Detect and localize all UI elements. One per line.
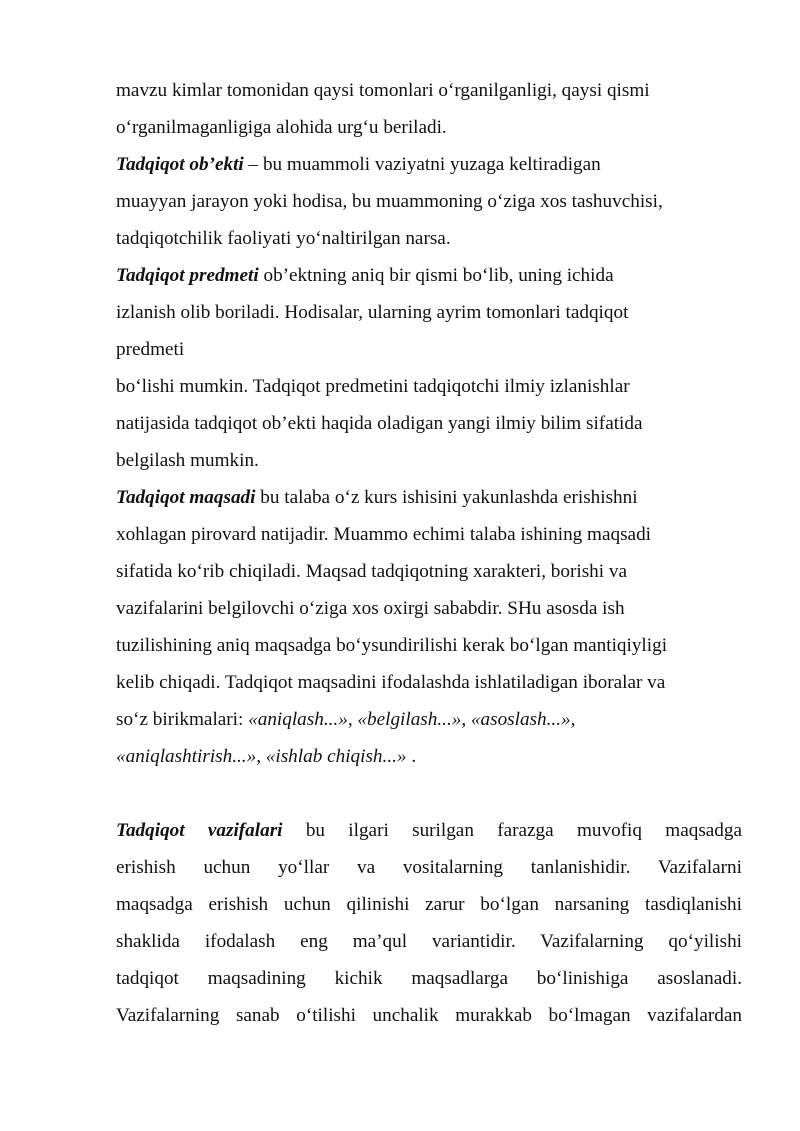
predmet-line-4: bo‘lishi mumkin. Tadqiqot predmetini tadqiqotchi ilmiy izlanishlar — [116, 376, 630, 397]
maqsad-phrases-1: «aniqlash...», «belgilash...», «asoslash...», — [248, 709, 576, 730]
maqsad-line-7: so‘z birikmalari: — [116, 709, 249, 730]
text-line — [116, 331, 742, 368]
predmet-line-6: belgilash mumkin. — [116, 450, 259, 471]
text-line — [116, 886, 742, 923]
obekt-term: Tadqiqot ob’ekti — [116, 154, 244, 175]
vazifa-line-2: erishish uchun yo‘llar va vositalarning tanlanishidir. Vazifalarni — [116, 857, 742, 878]
maqsad-line-5: tuzilishining aniq maqsadga bo‘ysundirilishi kerak bo‘lgan mantiqiyligi — [116, 635, 668, 656]
maqsad-paragraph-start — [116, 479, 742, 516]
maqsad-line-2: xohlagan pirovard natijadir. Muammo echimi talaba ishining maqsadi — [116, 524, 651, 545]
predmet-line-3: predmeti — [116, 339, 185, 360]
vazifa-line-1: bu ilgari surilgan farazga muvofiq maqsadga — [282, 820, 742, 841]
predmet-line-5: natijasida tadqiqot ob’ekti haqida oladigan yangi ilmiy bilim sifatida — [116, 413, 643, 434]
intro-line-2: o‘rganilmaganligiga alohida urg‘u beriladi. — [116, 117, 447, 138]
text-line — [116, 627, 742, 664]
predmet-line-2: izlanish olib boriladi. Hodisalar, ularning ayrim tomonlari tadqiqot — [116, 302, 629, 323]
vazifa-paragraph-start — [116, 812, 742, 849]
predmet-line-1: ob’ektning aniq bir qismi bo‘lib, uning ichida — [258, 265, 614, 286]
text-line — [116, 849, 742, 886]
paragraph-gap — [116, 775, 742, 812]
maqsad-line-3: sifatida ko‘rib chiqiladi. Maqsad tadqiqotning xarakteri, borishi va — [116, 561, 628, 582]
vazifa-line-5: tadqiqot maqsadining kichik maqsadlarga bo‘linishiga asoslanadi. — [116, 968, 742, 989]
text-line — [116, 923, 742, 960]
vazifa-line-3: maqsadga erishish uchun qilinishi zarur bo‘lgan narsaning tasdiqlanishi — [116, 894, 742, 915]
obekt-paragraph-start — [116, 146, 742, 183]
document-body — [116, 72, 742, 1034]
vazifa-line-6: Vazifalarning sanab o‘tilishi unchalik murakkab bo‘lmagan vazifalardan — [116, 1005, 742, 1026]
predmet-paragraph-start — [116, 257, 742, 294]
text-line — [116, 590, 742, 627]
vazifa-line-4: shaklida ifodalash eng ma’qul variantidir. Vazifalarning qo‘yilishi — [116, 931, 742, 952]
text-line — [116, 960, 742, 997]
text-line — [116, 72, 742, 109]
text-line — [116, 368, 742, 405]
intro-line-1: mavzu kimlar tomonidan qaysi tomonlari o‘rganilganligi, qaysi qismi — [116, 80, 650, 101]
text-line — [116, 516, 742, 553]
text-line — [116, 294, 742, 331]
maqsad-line-1: bu talaba o‘z kurs ishisini yakunlashda erishishni — [255, 487, 638, 508]
text-line — [116, 701, 742, 738]
text-line — [116, 738, 742, 775]
text-line — [116, 997, 742, 1034]
maqsad-phrases-2: «aniqlashtirish...», «ishlab chiqish...» — [116, 746, 407, 767]
text-line — [116, 664, 742, 701]
text-line — [116, 553, 742, 590]
maqsad-line-4: vazifalarini belgilovchi o‘ziga xos oxirgi sababdir. SHu asosda ish — [116, 598, 625, 619]
maqsad-term: Tadqiqot maqsadi — [116, 487, 256, 508]
text-line — [116, 405, 742, 442]
predmet-term: Tadqiqot predmeti — [116, 265, 259, 286]
text-line — [116, 183, 742, 220]
obekt-line-3: tadqiqotchilik faoliyati yo‘naltirilgan narsa. — [116, 228, 451, 249]
text-line — [116, 109, 742, 146]
maqsad-line-6: kelib chiqadi. Tadqiqot maqsadini ifodalashda ishlatiladigan iboralar va — [116, 672, 666, 693]
maqsad-line-8-tail: . — [406, 746, 417, 767]
text-line — [116, 220, 742, 257]
obekt-line-2: muayyan jarayon yoki hodisa, bu muammoning o‘ziga xos tashuvchisi, — [116, 191, 663, 212]
text-line — [116, 442, 742, 479]
obekt-line-1: – bu muammoli vaziyatni yuzaga keltiradigan — [243, 154, 601, 175]
vazifa-term: Tadqiqot vazifalari — [116, 820, 283, 841]
